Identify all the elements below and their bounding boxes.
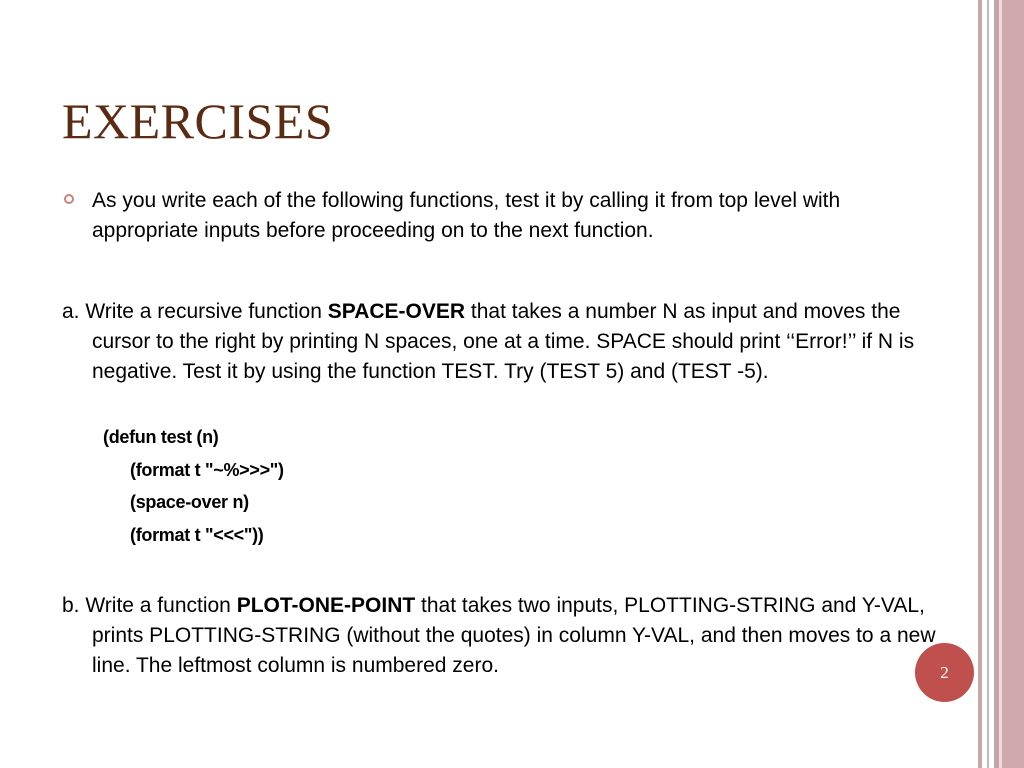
exercise-a-text: that takes a number N as input and moves the cursor to the right by printing N spaces, one at a time. SPACE should print ‘‘Error!’’ if N is negative. Test it by using the function TEST. Try (TEST 5) and (TEST -5).	[92, 300, 915, 383]
code-line: (format t "<<<"))	[130, 525, 264, 545]
slide-title: EXERCISES	[62, 93, 334, 149]
page-number: 2	[940, 662, 949, 682]
exercise-b-keyword: PLOT-ONE-POINT	[236, 594, 416, 617]
exercise-b-text: that takes two inputs, PLOTTING-STRING and Y-VAL, prints PLOTTING-STRING (without the quotes) in column Y-VAL, and then moves to a new line. The leftmost column is numbered zero.	[92, 594, 936, 677]
border-stripe	[987, 0, 989, 768]
exercise-b-prefix: b. Write a function	[62, 594, 237, 617]
exercise-a-prefix: a. Write a recursive function	[62, 300, 328, 323]
page-number-badge	[915, 643, 974, 702]
exercise-a	[62, 297, 952, 387]
border-stripe	[1002, 0, 1024, 768]
code-line: (space-over n)	[130, 492, 249, 512]
exercise-a-keyword: SPACE-OVER	[327, 300, 466, 323]
exercise-b	[62, 591, 952, 681]
decorative-right-border	[978, 0, 1024, 768]
border-stripe	[978, 0, 982, 768]
intro-paragraph: As you write each of the following functions, test it by calling it from top level with appropriate inputs before proceeding on to the next function.	[92, 189, 841, 242]
code-line: (defun test (n)	[103, 427, 219, 447]
code-line: (format t "~%>>>")	[130, 460, 284, 480]
hollow-circle-bullet-icon	[64, 194, 74, 204]
